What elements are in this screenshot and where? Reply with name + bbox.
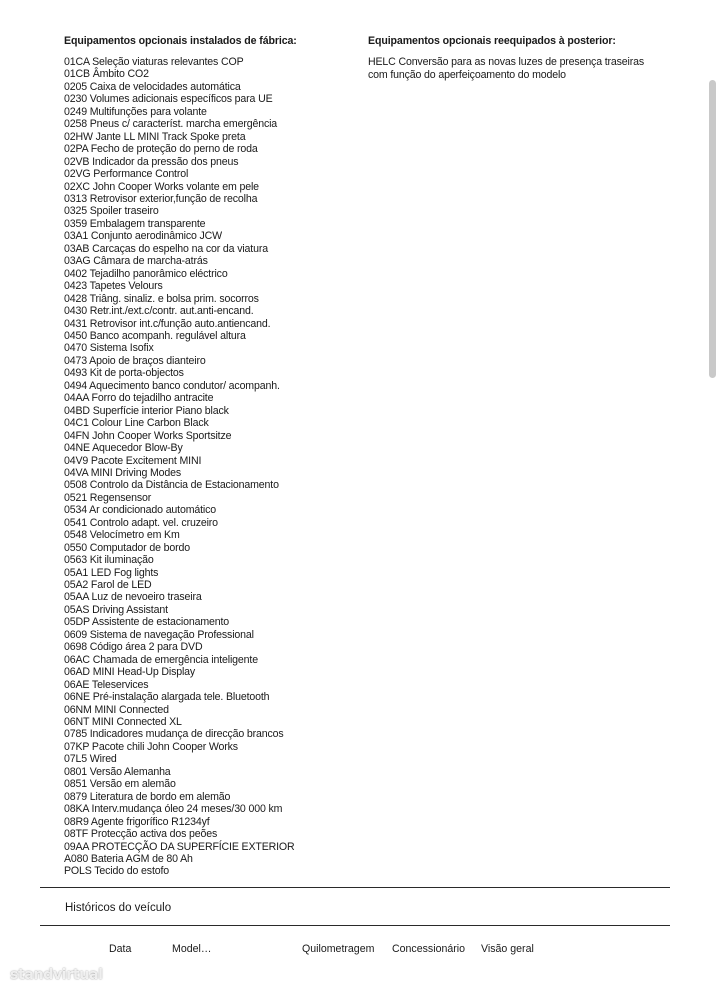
equipment-item: 02PA Fecho de proteção do perno de roda xyxy=(64,143,258,156)
retrofit-options-title: Equipamentos opcionais reequipados à posterior: xyxy=(368,35,616,47)
history-col-date[interactable]: Data xyxy=(109,943,132,955)
equipment-item: 0785 Indicadores mudança de direcção brancos xyxy=(64,728,284,741)
equipment-item: 02XC John Cooper Works volante em pele xyxy=(64,180,259,193)
equipment-item: 02VG Performance Control xyxy=(64,168,189,181)
equipment-item: 0541 Controlo adapt. vel. cruzeiro xyxy=(64,516,218,529)
equipment-item: 06NT MINI Connected XL xyxy=(64,716,182,729)
equipment-item: 0521 Regensensor xyxy=(64,491,152,504)
equipment-item: 02HW Jante LL MINI Track Spoke preta xyxy=(64,130,246,143)
equipment-item: 03AG Câmara de marcha-atrás xyxy=(64,255,208,268)
equipment-item: A080 Bateria AGM de 80 Ah xyxy=(64,853,193,865)
equipment-item: 04NE Aquecedor Blow-By xyxy=(64,442,183,455)
equipment-item: POLS Tecido do estofo xyxy=(64,865,170,878)
history-col-overview[interactable]: Visão geral xyxy=(481,943,534,955)
equipment-item: 04BD Superfície interior Piano black xyxy=(64,404,229,417)
equipment-item: 0550 Computador de bordo xyxy=(64,541,190,554)
retrofit-options-text: HELC Conversão para as novas luzes de presença traseiras com função do aperfeiçoamento do modelo xyxy=(368,56,645,81)
equipment-item: 07L5 Wired xyxy=(64,753,117,766)
equipment-item: 05AA Luz de nevoeiro traseira xyxy=(64,591,202,604)
equipment-item: 0249 Multifunções para volante xyxy=(64,105,207,118)
equipment-item: 06AC Chamada de emergência inteligente xyxy=(64,653,258,666)
equipment-item: 0428 Triâng. sinaliz. e bolsa prim. socorros xyxy=(64,292,259,305)
history-col-mileage[interactable]: Quilometragem xyxy=(302,943,375,955)
history-col-model[interactable]: Model… xyxy=(172,943,212,955)
equipment-item: 0609 Sistema de navegação Professional xyxy=(64,628,254,641)
equipment-item: 0698 Código área 2 para DVD xyxy=(64,641,203,654)
equipment-item: 0450 Banco acompanh. regulável altura xyxy=(64,329,246,342)
scrollbar-thumb[interactable] xyxy=(709,80,716,378)
equipment-item: 0548 Velocímetro em Km xyxy=(64,529,180,542)
equipment-item: 0258 Pneus c/ característ. marcha emergência xyxy=(64,118,278,131)
equipment-item: 0493 Kit de porta-objectos xyxy=(64,367,184,380)
equipment-item: 09AA PROTECÇÃO DA SUPERFÍCIE EXTERIOR xyxy=(64,840,295,853)
equipment-item: 04FN John Cooper Works Sportsitze xyxy=(64,429,232,442)
factory-options-title: Equipamentos opcionais instalados de fábrica: xyxy=(64,35,297,47)
equipment-item: 04AA Forro do tejadilho antracite xyxy=(64,392,214,405)
equipment-item: 0470 Sistema Isofix xyxy=(64,342,154,355)
equipment-item: 05AS Driving Assistant xyxy=(64,603,168,616)
equipment-item: 06NM MINI Connected xyxy=(64,703,169,716)
equipment-item: 0423 Tapetes Velours xyxy=(64,280,163,293)
equipment-item: 03AB Carcaças do espelho na cor da viatura xyxy=(64,242,268,255)
equipment-item: 05DP Assistente de estacionamento xyxy=(64,616,230,629)
equipment-item: 05A2 Farol de LED xyxy=(64,579,152,592)
equipment-item: 0473 Apoio de braços dianteiro xyxy=(64,354,206,367)
equipment-item: 08TF Protecção activa dos peões xyxy=(64,828,218,841)
history-col-dealer[interactable]: Concessionário xyxy=(392,943,466,955)
equipment-item: 0402 Tejadilho panorâmico eléctrico xyxy=(64,267,228,280)
divider xyxy=(40,925,670,926)
equipment-item: 0431 Retrovisor int.c/função auto.antiencand. xyxy=(64,317,271,330)
equipment-item: 04VA MINI Driving Modes xyxy=(64,466,182,479)
equipment-item: 05A1 LED Fog lights xyxy=(64,566,159,579)
equipment-item: 08KA Interv.mudança óleo 24 meses/30 000 km xyxy=(64,803,283,816)
equipment-item: 0430 Retr.int./ext.c/contr. aut.anti-encand. xyxy=(64,305,254,318)
equipment-item: 0801 Versão Alemanha xyxy=(64,765,171,778)
equipment-item: 07KP Pacote chili John Cooper Works xyxy=(64,740,238,753)
equipment-item: 0313 Retrovisor exterior,função de recolha xyxy=(64,192,258,205)
equipment-item: 04C1 Colour Line Carbon Black xyxy=(64,417,209,430)
vehicle-history-title: Históricos do veículo xyxy=(65,902,172,914)
equipment-item: 04V9 Pacote Excitement MINI xyxy=(64,454,202,467)
equipment-item: 06NE Pré-instalação alargada tele. Bluetooth xyxy=(64,691,270,704)
equipment-item: 0494 Aquecimento banco condutor/ acompanh. xyxy=(64,379,280,392)
equipment-item: 0230 Volumes adicionais específicos para UE xyxy=(64,93,273,106)
equipment-item: 0563 Kit iluminação xyxy=(64,554,154,567)
equipment-item: 0851 Versão em alemão xyxy=(64,778,176,791)
equipment-item: 03A1 Conjunto aerodinâmico JCW xyxy=(64,230,223,243)
equipment-item: 01CB Âmbito CO2 xyxy=(64,68,149,81)
equipment-item: 08R9 Agente frigorífico R1234yf xyxy=(64,815,210,828)
history-table-header xyxy=(0,941,721,957)
equipment-item: 02VB Indicador da pressão dos pneus xyxy=(64,155,239,168)
equipment-item: 0205 Caixa de velocidades automática xyxy=(64,80,241,93)
equipment-item: 0534 Ar condicionado automático xyxy=(64,504,217,517)
equipment-item: 0508 Controlo da Distância de Estacionamento xyxy=(64,479,279,492)
equipment-item: 0879 Literatura de bordo em alemão xyxy=(64,790,231,803)
equipment-item: 06AE Teleservices xyxy=(64,678,149,691)
factory-options-list xyxy=(64,56,354,878)
divider xyxy=(40,887,670,888)
factory-options-section xyxy=(64,34,354,878)
watermark-logo: standvirtual xyxy=(10,967,103,983)
equipment-item: 0325 Spoiler traseiro xyxy=(64,205,159,218)
retrofit-options-section xyxy=(368,34,658,81)
equipment-item: 01CA Seleção viaturas relevantes COP xyxy=(64,56,244,68)
equipment-item: 06AD MINI Head-Up Display xyxy=(64,666,196,679)
equipment-item: 0359 Embalagem transparente xyxy=(64,217,206,230)
